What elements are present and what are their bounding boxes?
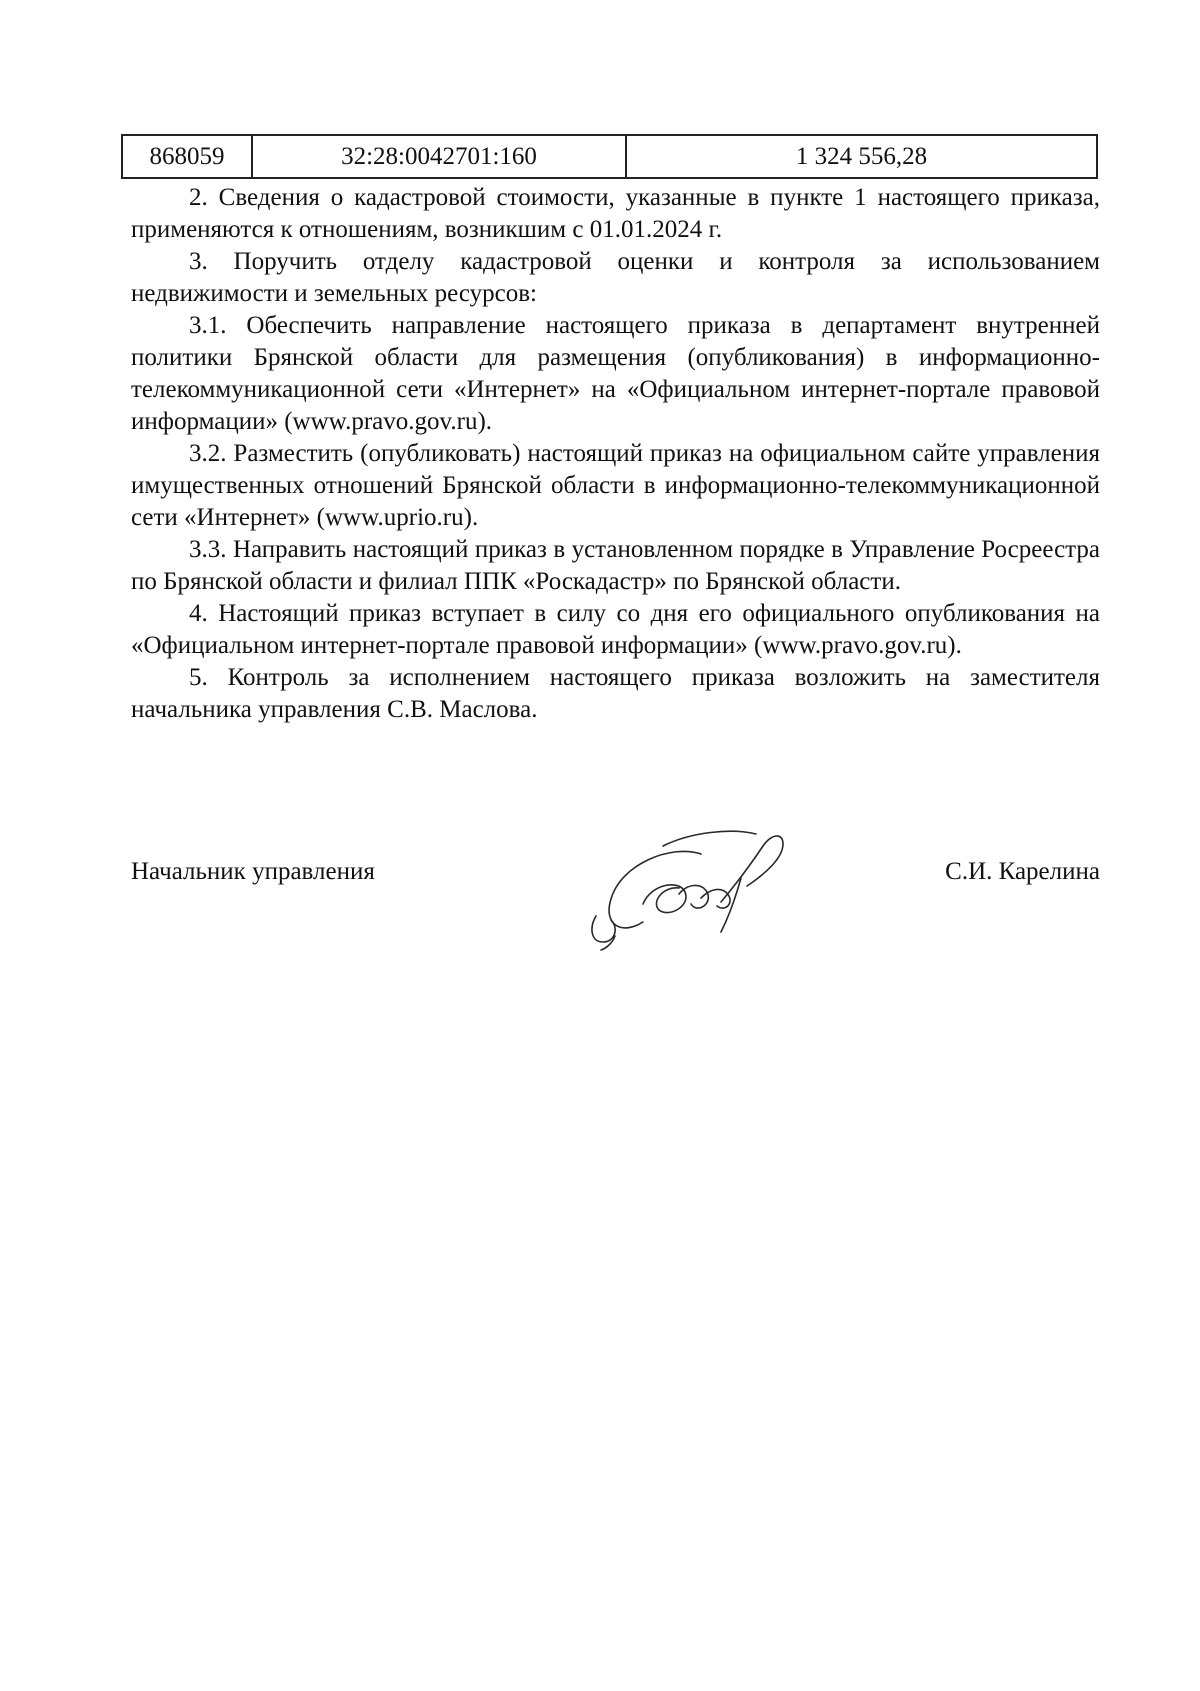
signature-block: [131, 824, 1100, 954]
table-cell-cadastral-number: 32:28:0042701:160: [252, 135, 626, 178]
handwritten-signature: [551, 824, 881, 959]
paragraph-5: 5. Контроль за исполнением настоящего приказа возложить на заместителя начальника управления С.В. Маслова.: [131, 664, 1100, 723]
table-cell-cadastral-value: 1 324 556,28: [626, 135, 1097, 178]
paragraph-3-1: 3.1. Обеспечить направление настоящего приказа в департамент внутренней политики Брянской области для размещения (опубликования) в информационно-телекоммуникационной сети «Интернет» на «Официальном интернет-портале правовой информации» (www.pravo.gov.ru).: [131, 312, 1100, 435]
paragraph-3-3: 3.3. Направить настоящий приказ в установленном порядке в Управление Росреестра по Брянской области и филиал ППК «Роскадастр» по Брянской области.: [131, 536, 1100, 595]
signatory-name: С.И. Карелина: [945, 858, 1100, 885]
signatory-title: Начальник управления: [131, 858, 375, 885]
table-row: [122, 135, 1097, 178]
cadastral-value-table: [121, 134, 1098, 179]
paragraph-4: 4. Настоящий приказ вступает в силу со дня его официального опубликования на «Официальном интернет-портале правовой информации» (www.pravo.gov.ru).: [131, 600, 1100, 659]
paragraph-2: 2. Сведения о кадастровой стоимости, указанные в пункте 1 настоящего приказа, применяются к отношениям, возникшим с 01.01.2024 г.: [131, 184, 1100, 243]
paragraph-3-2: 3.2. Разместить (опубликовать) настоящий приказ на официальном сайте управления имущественных отношений Брянской области в информационно-телекоммуникационной сети «Интернет» (www.uprio.ru).: [131, 440, 1100, 531]
document-body: [131, 182, 1100, 726]
table-cell-number: 868059: [122, 135, 252, 178]
paragraph-3: 3. Поручить отделу кадастровой оценки и контроля за использованием недвижимости и земельных ресурсов:: [131, 248, 1100, 307]
